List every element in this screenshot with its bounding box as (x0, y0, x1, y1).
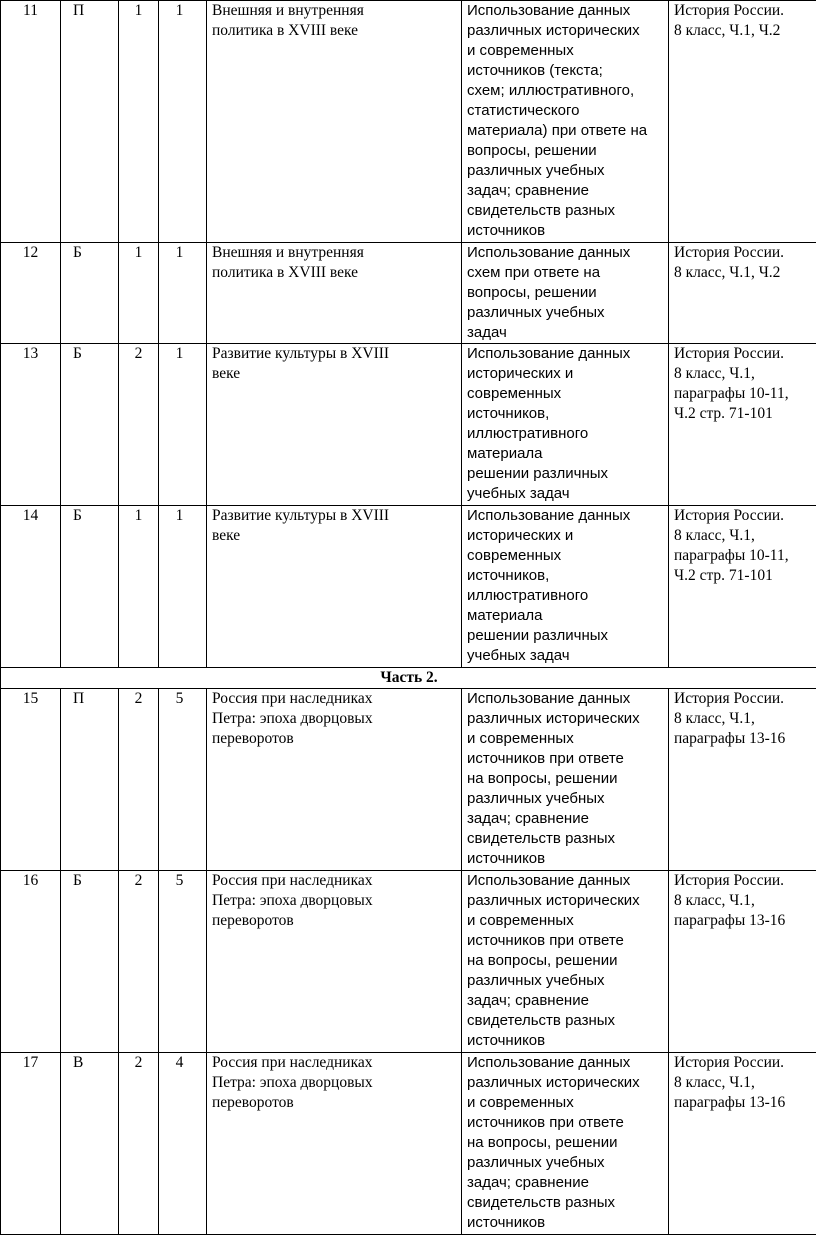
skills-cell (462, 243, 669, 344)
hours-count: 1 (119, 243, 159, 344)
difficulty-level: Б (61, 243, 119, 344)
topic-cell-line: переворотов (212, 911, 457, 931)
skills-cell-line: Использование данных (467, 1053, 664, 1073)
topic-cell (207, 1053, 462, 1235)
skills-cell-line: различных учебных (467, 789, 664, 809)
source-cell-line: История России. (674, 1053, 812, 1073)
source-cell (669, 871, 816, 1053)
skills-cell-line: современных (467, 546, 664, 566)
source-cell (669, 344, 816, 506)
max-points: 1 (159, 243, 207, 344)
skills-cell-line: и современных (467, 911, 664, 931)
skills-cell-line: различных исторических (467, 709, 664, 729)
topic-cell-line: переворотов (212, 729, 457, 749)
source-cell-line: параграфы 13-16 (674, 1093, 812, 1113)
source-cell (669, 689, 816, 871)
table-body-part-2 (1, 689, 816, 1235)
skills-cell (462, 871, 669, 1053)
topic-cell-line: переворотов (212, 1093, 457, 1113)
topic-cell-line: Петра: эпоха дворцовых (212, 709, 457, 729)
source-cell-line: 8 класс, Ч.1, (674, 891, 812, 911)
skills-cell-line: на вопросы, решении (467, 951, 664, 971)
hours-count: 2 (119, 344, 159, 506)
hours-count: 2 (119, 871, 159, 1053)
skills-cell-line: Использование данных (467, 506, 664, 526)
table-row (1, 243, 816, 344)
section-title: Часть 2. (1, 668, 816, 689)
max-points: 1 (159, 506, 207, 668)
skills-cell (462, 1053, 669, 1235)
task-number: 17 (1, 1053, 61, 1235)
skills-cell-line: источников (467, 221, 664, 241)
difficulty-level: В (61, 1053, 119, 1235)
max-points: 5 (159, 689, 207, 871)
skills-cell-line: Использование данных (467, 344, 664, 364)
skills-cell-line: решении различных (467, 464, 664, 484)
topic-cell-line: Россия при наследниках (212, 871, 457, 891)
difficulty-level: Б (61, 344, 119, 506)
skills-cell-line: источников при ответе (467, 931, 664, 951)
topic-cell (207, 871, 462, 1053)
skills-cell-line: Использование данных (467, 871, 664, 891)
task-number: 12 (1, 243, 61, 344)
skills-cell-line: Использование данных (467, 689, 664, 709)
task-number: 15 (1, 689, 61, 871)
source-cell-line: параграфы 10-11, (674, 384, 812, 404)
source-cell (669, 1053, 816, 1235)
max-points: 4 (159, 1053, 207, 1235)
skills-cell-line: источников при ответе (467, 749, 664, 769)
difficulty-level: П (61, 689, 119, 871)
skills-cell-line: свидетельств разных (467, 1193, 664, 1213)
source-cell-line: 8 класс, Ч.1, (674, 709, 812, 729)
skills-cell-line: учебных задач (467, 646, 664, 666)
max-points: 1 (159, 344, 207, 506)
source-cell-line: параграфы 13-16 (674, 729, 812, 749)
skills-cell-line: источников (467, 849, 664, 869)
source-cell (669, 506, 816, 668)
table-body-part-1 (1, 1, 816, 668)
hours-count: 2 (119, 1053, 159, 1235)
topic-cell-line: веке (212, 526, 457, 546)
topic-cell (207, 344, 462, 506)
skills-cell-line: вопросы, решении (467, 141, 664, 161)
topic-cell-line: политика в XVIII веке (212, 263, 457, 283)
topic-cell (207, 1, 462, 243)
source-cell-line: История России. (674, 871, 812, 891)
topic-cell-line: Петра: эпоха дворцовых (212, 891, 457, 911)
skills-cell-line: задач; сравнение (467, 181, 664, 201)
skills-cell-line: статистического (467, 101, 664, 121)
skills-cell-line: различных исторических (467, 21, 664, 41)
skills-cell-line: схем при ответе на (467, 263, 664, 283)
source-cell-line: 8 класс, Ч.1, Ч.2 (674, 21, 812, 41)
section-divider (1, 668, 816, 689)
source-cell-line: Ч.2 стр. 71-101 (674, 404, 812, 424)
skills-cell-line: задач; сравнение (467, 991, 664, 1011)
source-cell-line: Ч.2 стр. 71-101 (674, 566, 812, 586)
source-cell (669, 243, 816, 344)
source-cell (669, 1, 816, 243)
section-row (1, 668, 816, 689)
task-number: 14 (1, 506, 61, 668)
skills-cell-line: схем; иллюстративного, (467, 81, 664, 101)
skills-cell-line: различных учебных (467, 1153, 664, 1173)
max-points: 5 (159, 871, 207, 1053)
table-row (1, 689, 816, 871)
table-row (1, 1, 816, 243)
topic-cell-line: политика в XVIII веке (212, 21, 457, 41)
task-number: 16 (1, 871, 61, 1053)
source-cell-line: параграфы 10-11, (674, 546, 812, 566)
skills-cell (462, 506, 669, 668)
skills-cell-line: современных (467, 384, 664, 404)
hours-count: 2 (119, 689, 159, 871)
skills-cell-line: задач; сравнение (467, 1173, 664, 1193)
skills-cell-line: свидетельств разных (467, 1011, 664, 1031)
topic-cell (207, 506, 462, 668)
skills-cell-line: материала (467, 444, 664, 464)
topic-cell (207, 243, 462, 344)
skills-cell (462, 344, 669, 506)
topic-cell-line: Россия при наследниках (212, 689, 457, 709)
source-cell-line: История России. (674, 506, 812, 526)
source-cell-line: 8 класс, Ч.1, (674, 364, 812, 384)
skills-cell-line: и современных (467, 1093, 664, 1113)
table-row (1, 1053, 816, 1235)
skills-cell-line: иллюстративного (467, 586, 664, 606)
task-number: 13 (1, 344, 61, 506)
source-cell-line: 8 класс, Ч.1, Ч.2 (674, 263, 812, 283)
source-cell-line: параграфы 13-16 (674, 911, 812, 931)
difficulty-level: Б (61, 506, 119, 668)
skills-cell-line: исторических и (467, 364, 664, 384)
source-cell-line: История России. (674, 1, 812, 21)
skills-cell-line: источников, (467, 404, 664, 424)
skills-cell-line: задач (467, 323, 664, 343)
topic-cell-line: веке (212, 364, 457, 384)
skills-cell-line: исторических и (467, 526, 664, 546)
skills-cell-line: и современных (467, 729, 664, 749)
skills-cell-line: материала (467, 606, 664, 626)
table-row (1, 506, 816, 668)
skills-cell-line: и современных (467, 41, 664, 61)
topic-cell-line: Внешняя и внутренняя (212, 243, 457, 263)
skills-cell-line: свидетельств разных (467, 829, 664, 849)
skills-cell-line: источников, (467, 566, 664, 586)
source-cell-line: История России. (674, 689, 812, 709)
skills-cell-line: на вопросы, решении (467, 769, 664, 789)
skills-cell-line: различных исторических (467, 891, 664, 911)
skills-cell-line: задач; сравнение (467, 809, 664, 829)
skills-cell (462, 1, 669, 243)
max-points: 1 (159, 1, 207, 243)
skills-cell-line: источников (текста; (467, 61, 664, 81)
table-row (1, 871, 816, 1053)
table-row (1, 344, 816, 506)
difficulty-level: Б (61, 871, 119, 1053)
source-cell-line: История России. (674, 243, 812, 263)
topic-cell-line: Развитие культуры в XVIII (212, 344, 457, 364)
skills-cell-line: различных учебных (467, 303, 664, 323)
skills-cell-line: решении различных (467, 626, 664, 646)
hours-count: 1 (119, 506, 159, 668)
topic-cell-line: Россия при наследниках (212, 1053, 457, 1073)
skills-cell-line: Использование данных (467, 1, 664, 21)
skills-cell-line: материала) при ответе на (467, 121, 664, 141)
topic-cell-line: Петра: эпоха дворцовых (212, 1073, 457, 1093)
skills-cell-line: Использование данных (467, 243, 664, 263)
topic-cell-line: Внешняя и внутренняя (212, 1, 457, 21)
skills-cell-line: различных учебных (467, 971, 664, 991)
skills-cell-line: иллюстративного (467, 424, 664, 444)
skills-cell-line: различных учебных (467, 161, 664, 181)
skills-cell-line: свидетельств разных (467, 201, 664, 221)
hours-count: 1 (119, 1, 159, 243)
skills-cell-line: на вопросы, решении (467, 1133, 664, 1153)
skills-cell-line: вопросы, решении (467, 283, 664, 303)
skills-cell (462, 689, 669, 871)
source-cell-line: 8 класс, Ч.1, (674, 1073, 812, 1093)
skills-cell-line: различных исторических (467, 1073, 664, 1093)
source-cell-line: История России. (674, 344, 812, 364)
skills-cell-line: учебных задач (467, 484, 664, 504)
task-number: 11 (1, 1, 61, 243)
topic-cell (207, 689, 462, 871)
skills-cell-line: источников (467, 1213, 664, 1233)
difficulty-level: П (61, 1, 119, 243)
skills-cell-line: источников при ответе (467, 1113, 664, 1133)
skills-cell-line: источников (467, 1031, 664, 1051)
topic-cell-line: Развитие культуры в XVIII (212, 506, 457, 526)
source-cell-line: 8 класс, Ч.1, (674, 526, 812, 546)
